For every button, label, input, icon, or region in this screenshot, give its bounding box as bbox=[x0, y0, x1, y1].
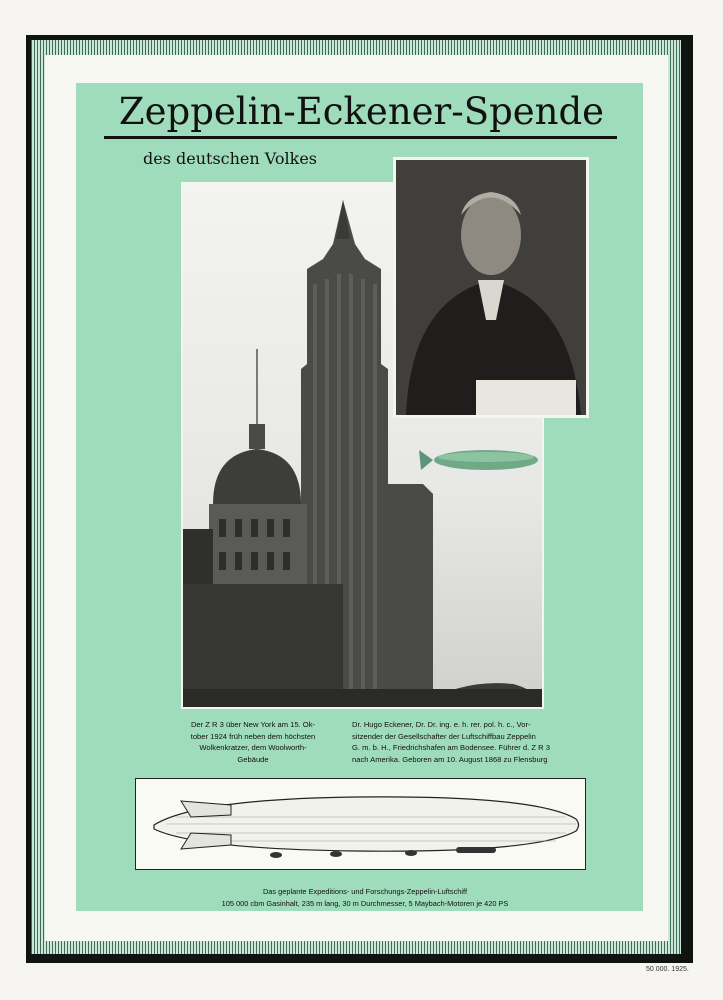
caption-line: Der Z R 3 über New York am 15. Ok- bbox=[190, 720, 316, 729]
drawing-caption bbox=[180, 886, 550, 910]
portrait-papers bbox=[476, 380, 576, 415]
photo-caption-right bbox=[352, 719, 560, 765]
drawing-caption-line1: Das geplante Expeditions- und Forschungs-Zeppelin-Luftschiff bbox=[262, 887, 468, 896]
portrait-photo bbox=[393, 157, 589, 418]
print-run-note: 50 000. 1925. bbox=[646, 966, 689, 973]
dome bbox=[213, 449, 301, 504]
caption-line: sitzender der Gesellschafter der Luftschiffbau Zeppelin bbox=[352, 731, 536, 741]
title-underline bbox=[104, 136, 617, 139]
caption-line: Dr. Hugo Eckener, Dr. Dr. ing. e. h. rer. pol. h. c., Vor- bbox=[352, 720, 531, 729]
airship-technical-drawing bbox=[135, 778, 586, 870]
portrait-face bbox=[461, 195, 521, 275]
portrait-illustration bbox=[396, 160, 586, 415]
page-title: Zeppelin-Eckener-Spende bbox=[118, 90, 605, 133]
caption-line: tober 1924 früh neben dem höchsten bbox=[190, 731, 316, 741]
airship-zr3 bbox=[419, 450, 538, 470]
caption-line: Wolkenkratzer, dem Woolworth- bbox=[199, 743, 307, 752]
caption-line: Gebäude bbox=[237, 754, 269, 764]
photo-caption-left bbox=[177, 719, 329, 765]
dome-drum bbox=[209, 504, 307, 584]
airship-side-view bbox=[136, 779, 584, 868]
drawing-caption-line2: 105 000 cbm Gasinhalt, 235 m lang, 30 m Durchmesser, 5 Maybach-Motoren je 420 PS bbox=[221, 899, 509, 908]
caption-line: G. m. b. H., Friedrichshafen am Bodensee. Führer d. Z R 3 bbox=[352, 743, 550, 752]
caption-line: nach Amerika. Geboren am 10. August 1868 zu Flensburg bbox=[352, 754, 548, 764]
page-subtitle: des deutschen Volkes bbox=[143, 149, 317, 168]
